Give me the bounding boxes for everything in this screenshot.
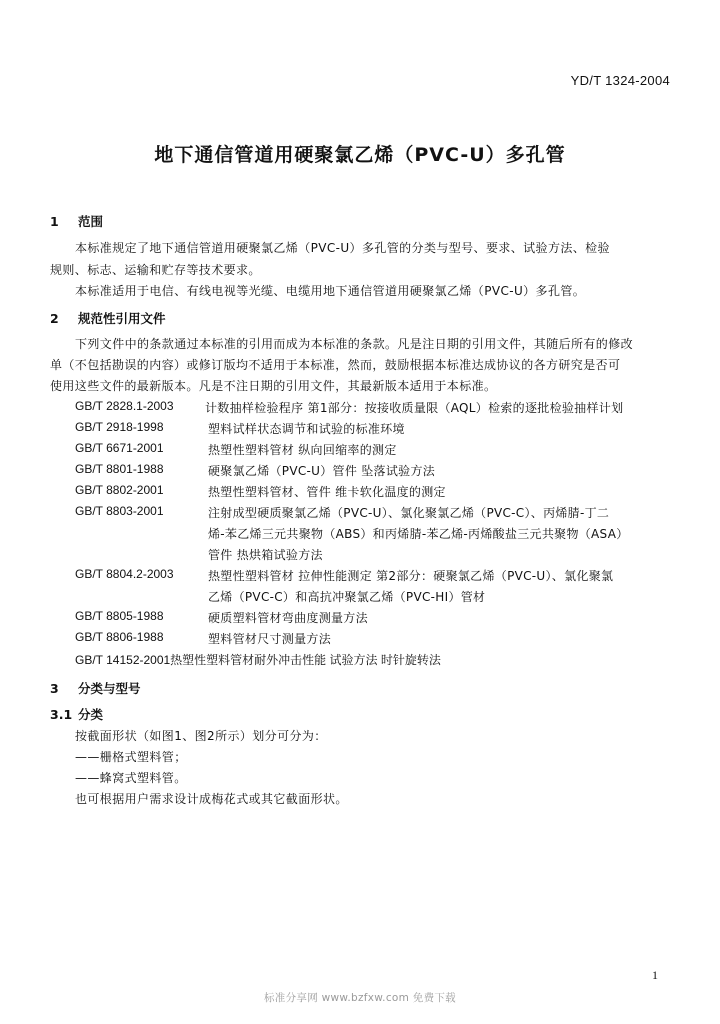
paragraph-line: 也可根据用户需求设计成梅花式或其它截面形状。 — [75, 792, 348, 806]
section-3-heading — [50, 679, 141, 697]
reference-title: 塑料试样状态调节和试验的标准环境 — [208, 422, 405, 436]
section-number: 1 — [50, 214, 59, 229]
paragraph-line: 按截面形状（如图1、图2所示）划分可分为： — [75, 729, 327, 743]
reference-title: 注射成型硬质聚氯乙烯（PVC-U）、氯化聚氯乙烯（PVC-C）、丙烯腈-丁二 — [208, 506, 610, 520]
reference-title: 烯-苯乙烯三元共聚物（ABS）和丙烯腈-苯乙烯-丙烯酸盐三元共聚物（ASA） — [208, 527, 629, 541]
standard-code: YD/T 1324-2004 — [570, 73, 670, 88]
reference-code: GB/T 8802-2001 — [75, 483, 164, 497]
reference-title: 硬质塑料管材弯曲度测量方法 — [208, 611, 368, 625]
list-item: ——蜂窝式塑料管。 — [75, 771, 187, 785]
reference-code: GB/T 6671-2001 — [75, 441, 164, 455]
subsection-title: 分类 — [78, 707, 104, 722]
section-title: 范围 — [78, 214, 104, 229]
list-item: ——栅格式塑料管； — [75, 750, 187, 764]
section-title: 规范性引用文件 — [78, 311, 166, 326]
reference-code: GB/T 8804.2-2003 — [75, 567, 174, 581]
reference-title: 计数抽样检验程序 第1部分：按接收质量限（AQL）检索的逐批检验抽样计划 — [205, 401, 624, 415]
section-number: 3 — [50, 681, 59, 696]
page-number: 1 — [652, 968, 658, 982]
paragraph-line: 单（不包括勘误的内容）或修订版均不适用于本标准，然而，鼓励根据本标准达成协议的各方研究是否可 — [50, 358, 621, 372]
footer-watermark: 标准分享网 www.bzfxw.com 免费下载 — [264, 992, 456, 1004]
section-title: 分类与型号 — [78, 681, 141, 696]
section-2-heading — [50, 309, 166, 327]
reference-title: 乙烯（PVC-C）和高抗冲聚氯乙烯（PVC-HI）管材 — [208, 590, 486, 604]
reference-title: 热塑性塑料管材 纵向回缩率的测定 — [208, 443, 397, 457]
reference-title: 热塑性塑料管材、管件 维卡软化温度的测定 — [208, 485, 446, 499]
reference-title: 热塑性塑料管材 拉伸性能测定 第2部分：硬聚氯乙烯（PVC-U）、氯化聚氯 — [208, 569, 614, 583]
reference-title: 硬聚氯乙烯（PVC-U）管件 坠落试验方法 — [208, 464, 436, 478]
paragraph-line: 下列文件中的条款通过本标准的引用而成为本标准的条款。凡是注日期的引用文件，其随后所有的修改 — [75, 337, 634, 351]
reference-title: 管件 热烘箱试验方法 — [208, 548, 323, 562]
reference-code: GB/T 8801-1988 — [75, 462, 164, 476]
document-title: 地下通信管道用硬聚氯乙烯（PVC-U）多孔管 — [154, 144, 566, 166]
subsection-3-1-heading — [50, 705, 103, 723]
subsection-number: 3.1 — [50, 707, 73, 722]
reference-last: GB/T 14152-2001热塑性塑料管材耐外冲击性能 试验方法 时针旋转法 — [75, 653, 441, 667]
paragraph-line: 本标准规定了地下通信管道用硬聚氯乙烯（PVC-U）多孔管的分类与型号、要求、试验方法、检验 — [75, 241, 610, 255]
section-number: 2 — [50, 311, 59, 326]
reference-code: GB/T 8805-1988 — [75, 609, 164, 623]
reference-code: GB/T 8803-2001 — [75, 504, 164, 518]
reference-code: GB/T 2828.1-2003 — [75, 399, 174, 413]
reference-code: GB/T 2918-1998 — [75, 420, 164, 434]
paragraph-line: 本标准适用于电信、有线电视等光缆、电缆用地下通信管道用硬聚氯乙烯（PVC-U）多孔管。 — [75, 284, 586, 298]
reference-title: 塑料管材尺寸测量方法 — [208, 632, 332, 646]
paragraph-line: 规则、标志、运输和贮存等技术要求。 — [50, 263, 261, 277]
reference-code: GB/T 8806-1988 — [75, 630, 164, 644]
paragraph-line: 使用这些文件的最新版本。凡是不注日期的引用文件，其最新版本适用于本标准。 — [50, 379, 497, 393]
section-1-heading — [50, 212, 103, 230]
